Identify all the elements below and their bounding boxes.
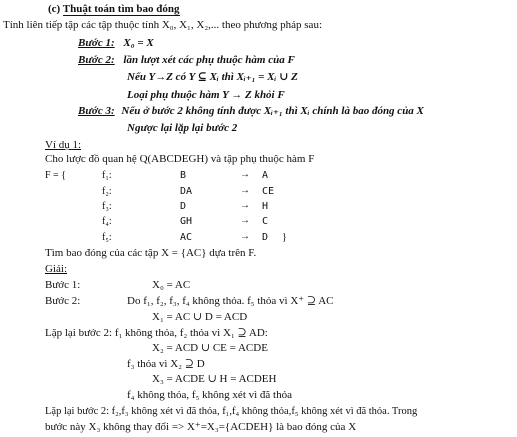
fd-close: }: [282, 232, 287, 243]
sol-repeat1-eq: X₂ = ACD ∪ CE = ACDE: [152, 342, 268, 354]
fd-lhs: AC: [180, 232, 193, 243]
example-schema: Cho lược đồ quan hệ Q(ABCDEGH) và tập phụ thuộc hàm F: [45, 153, 315, 165]
fd-name: f₄:: [102, 216, 112, 227]
fd-lhs: B: [180, 170, 187, 181]
fd-rhs: A: [262, 170, 269, 181]
sol-step2-text: Do f₁, f₂, f₃, f₄ không thỏa. f₅ thỏa vì X⁺ ⊇ AC: [127, 295, 334, 307]
fd-lhs: D: [180, 201, 187, 212]
fd-arrow: →: [240, 231, 250, 242]
step2-text: lần lượt xét các phụ thuộc hàm của F: [123, 54, 295, 66]
sol-repeat2: f₃ thỏa vì X₂ ⊇ D: [127, 358, 205, 370]
step1-text: X₀ = X: [123, 37, 154, 49]
sol-repeat2-eq: X₃ = ACDE ∪ H = ACDEH: [152, 373, 277, 385]
fd-arrow: →: [240, 200, 250, 211]
step1-row: [78, 37, 154, 50]
fd-arrow: →: [240, 215, 250, 226]
step2-remove: Loại phụ thuộc hàm Y → Z khỏi F: [127, 89, 285, 101]
fd-rhs: H: [262, 201, 269, 212]
title-underline: [63, 15, 180, 16]
sol-step1-text: X₀ = AC: [152, 279, 191, 291]
fd-name: f₂:: [102, 186, 112, 197]
section-title: (c) Thuật toán tìm bao đóng: [48, 3, 180, 15]
fd-name: f₁:: [102, 170, 112, 181]
step2-condition: Nếu Y→Z có Y ⊆ Xᵢ thì Xᵢ₊₁ = Xᵢ ∪ Z: [127, 71, 298, 83]
step1-label: Bước 1:: [78, 37, 115, 49]
fd-rhs: CE: [262, 186, 275, 197]
fd-rhs: D: [262, 232, 269, 243]
solution-label: Giải:: [45, 263, 67, 275]
sol-repeat1: Lặp lại bước 2: f₁ không thỏa, f₂ thỏa vì X₁ ⊇ AD:: [45, 327, 268, 339]
step2-row: [78, 54, 295, 67]
fd-name: f₃:: [102, 201, 112, 212]
fd-arrow: →: [240, 169, 250, 180]
fd-open: F = {: [45, 170, 67, 181]
step2-label: Bước 2:: [78, 54, 115, 66]
example-task: Tìm bao đóng của các tập X = {AC} dựa trên F.: [45, 247, 257, 259]
sol-step2-eq: X₁ = AC ∪ D = ACD: [152, 311, 248, 323]
sol-step1-label: Bước 1:: [45, 279, 81, 291]
step3-else: Ngược lại lặp lại bước 2: [127, 122, 238, 134]
sol-step2-label: Bước 2:: [45, 295, 81, 307]
step3-row: [78, 105, 424, 118]
intro-text: Tính liên tiếp tập các tập thuộc tính X₀, X₁, X₂,... theo phương pháp sau:: [3, 19, 322, 31]
example-label: Ví dụ 1:: [45, 139, 82, 151]
sol-final-line1: Lặp lại bước 2: f₂,f₃ không xét vì đã thỏa, f₁,f₄ không thỏa,f₅ không xét vì đã thỏa. Trong: [45, 406, 418, 417]
fd-rhs: C: [262, 216, 269, 227]
sol-final-line2: bước này X₃ không thay đổi => X⁺=X₃={ACDEH} là bao đóng của X: [45, 421, 357, 433]
fd-lhs: DA: [180, 186, 193, 197]
fd-lhs: GH: [180, 216, 193, 227]
step3-label: Bước 3:: [78, 105, 115, 117]
fd-name: f₅:: [102, 232, 112, 243]
step3-text: Nếu ở bước 2 không tính được Xᵢ₊₁ thì Xᵢ chính là bao đóng của X: [121, 105, 424, 117]
fd-arrow: →: [240, 185, 250, 196]
sol-repeat3: f₄ không thỏa, f₅ không xét vì đã thỏa: [127, 389, 292, 401]
